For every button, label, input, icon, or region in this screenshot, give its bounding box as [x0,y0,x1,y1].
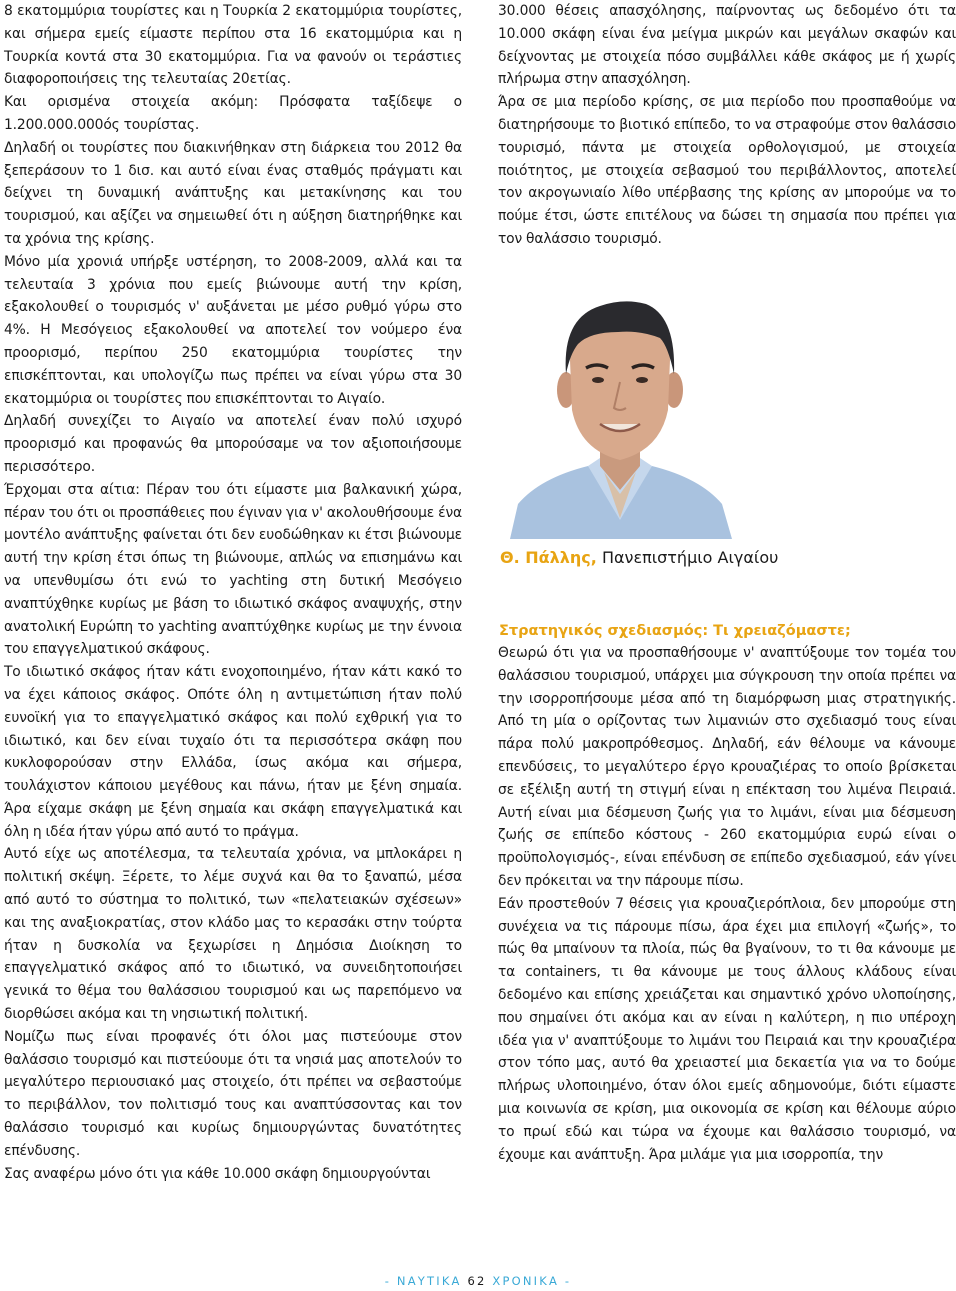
paragraph: Έρχομαι στα αίτια: Πέραν του ότι είμαστε μια βαλκανική χώρα, πέραν του ότι οι προσπάθειες που έγιναν για ν' ακολουθήσουμε ένα μοντέλο ανάπτυξης φαίνεται ότι δεν ευοδώθηκαν κι έτσι βιώνουμε αυτή την κρίση έτσι όπως τη βιώνουμε, απλώς να επισημάνω και να υπενθυμίσω ότι ενώ το yachting στη δυτική Μεσόγειο αναπτύχθηκε κυρίως με βάση το ιδιωτικό σκάφος αναψυχής, στην ανατολική Ευρώπη το yachting αναπτύχθηκε κυρίως με την έννοια του επαγγελματικού σκάφους. [4,481,462,658]
portrait-photo [500,282,740,539]
footer-right-text: ΧΡΟΝΙΚΑ - [492,1274,572,1288]
right-column-lower [498,642,956,1166]
caption-name: Θ. Πάλλης, [500,548,597,567]
caption-affiliation: Πανεπιστήμιο Αιγαίου [601,548,779,567]
left-column [4,0,462,1185]
page-footer [0,1274,956,1288]
paragraph: Δηλαδή οι τουρίστες που διακινήθηκαν στη διάρκεια του 2012 θα ξεπεράσουν το 1 δισ. και αυτό είναι ένας σταθμός πράγματι και δείχνει τη δυναμική ανάπτυξης και μετακίνησης και του τουρισμού, και αξίζει να σημειωθεί ότι η αύξηση διατηρήθηκε και τα χρόνια της κρίσης. [4,139,462,247]
paragraph: Θεωρώ ότι για να προσπαθήσουμε ν' αναπτύξουμε τον τομέα του θαλάσσιου τουρισμού, υπάρχει μια σύγκρουση την οποία πρέπει να την ισορροπήσουμε μέσα από τη διαμόρφωση μιας στρατηγικής. Από τη μία ο ορίζοντας των λιμανιών στο σχεδιασμό τους είναι πάρα πολύ μακροπρόθεσμος. Δηλαδή, εάν θέλουμε να κάνουμε επενδύσεις, το μεγαλύτερο έργο κρουαζιέρας το οποίο βρίσκεται σε εξέλιξη αυτή τη στιγμή είναι η επέκταση του λιμένα Πειραιά. Αυτή είναι μια δέσμευση ζωής για το λιμάνι, είναι μια δέσμευση ζωής σε επίπεδο κόστους - 260 εκατομμύρια ευρώ είναι ο προϋπολογισμός-, είναι επένδυση σε επίπεδο σχεδιασμού, εάν γίνει δεν πρόκειται να την πάρουμε πίσω. [498,645,956,889]
photo-caption [500,546,778,570]
paragraph: Εάν προστεθούν 7 θέσεις για κρουαζιερόπλοια, δεν μπορούμε στη συνέχεια να τις πάρουμε πίσω, άρα έχει μια επιλογή «ζωής», το πώς θα μπαίνουν τα πλοία, πώς θα βγαίνουν, το τι θα κάνουμε με τα containers, τι θα κάνουμε με τους άλλους κλάδους είναι δεδομένο και επίσης χρειάζεται και σημαντικό χρόνο υλοποίησης, που σημαίνει ότι ακόμα και αν είναι η καλύτερη, η πιο υπέροχη ιδέα για ν' αναπτύξουμε το λιμάνι του Πειραιά και την κρουαζιέρα στον τόπο μας, αυτό θα χρειαστεί μια δεκαετία για να το δούμε πλήρως υλοποιημένο, όταν όλοι εμείς αδημονούμε, διότι είμαστε μια κοινωνία σε κρίση, μια οικονομία σε κρίση και θέλουμε αύριο το πρωί εδώ και τώρα να έχουμε και θαλάσσιο τουρισμό, να έχουμε και ανάπτυξη. Άρα μιλάμε για μια ισορροπία, την [498,895,956,1163]
right-column-top [498,0,956,251]
paragraph: Σας αναφέρω μόνο ότι για κάθε 10.000 σκάφη δημιουργούνται [4,1165,431,1182]
page-number: 62 [467,1274,487,1288]
paragraph: 8 εκατομμύρια τουρίστες και η Τουρκία 2 εκατομμύρια τουρίστες, και σήμερα εμείς είμαστε περίπου στα 16 εκατομμύρια και η Τουρκία κοντά στα 30 εκατομμύρια. Για να φανούν οι τεράστιες διαφοροποιήσεις της τελευταίας 20ετίας. [4,3,462,88]
paragraph: Αυτό είχε ως αποτέλεσμα, τα τελευταία χρόνια, να μπλοκάρει η πολιτική σκέψη. Ξέρετε, το λέμε συχνά και θα το ξαναπώ, μέσα από αυτό το σύστημα το πολιτικό, των «πελατειακών σχέσεων» και της αναξιοκρατίας, στον κλάδο μας το κερασάκι στην τούρτα ήταν η δυσκολία να ξεχωρίσει η Δημόσια Διοίκηση το επαγγελματικό σκάφος από το ιδιωτικό, να συνειδητοποιήσει γενικά το θέμα του θαλάσσιου τουρισμού και ως παρεπόμενο να διορθώσει ακόμα και τη νησιωτική πολιτική. [4,846,462,1023]
footer-left-text: - ΝΑΥΤΙΚΑ [384,1274,462,1288]
paragraph: Το ιδιωτικό σκάφος ήταν κάτι ενοχοποιημένο, ήταν κάτι κακό το να έχει κάποιος σκάφος. Οπότε όλη η αντιμετώπιση ήταν πολύ ευνοϊκή για το επαγγελματικό σκάφος και πολύ εχθρική για το ιδιωτικό, και δεν είναι τυχαίο ότι τα περισσότερα σκάφη που κυκλοφορούσαν στην Ελλάδα, ίσως ακόμα και σήμερα, τουλάχιστον κάποιου μεγέθους και πάνω, ήταν με ξένη σημαία. Άρα είχαμε σκάφη με ξένη σημαία και σκάφη επαγγελματικά και όλη η ιδέα ήταν γύρω από αυτό το πράγμα. [4,664,462,840]
paragraph: Άρα σε μια περίοδο κρίσης, σε μια περίοδο που προσπαθούμε να διατηρήσουμε το βιοτικό επίπεδο, το να στραφούμε στον θαλάσσιο τουρισμό, πάντα με στοιχεία ορθολογισμού, με στοιχεία ποιότητος, με στοιχεία σεβασμού του περιβάλλοντος, αποτελεί τον ακρογωνιαίο λίθο υπέρβασης της κρίσης αν μπορούμε να το πούμε έτσι, ώστε επιτέλους να δώσει τη σημασία που πρέπει για τον θαλάσσιο τουρισμό. [498,94,956,247]
paragraph: Νομίζω πως είναι προφανές ότι όλοι μας πιστεύουμε στον θαλάσσιο τουρισμό και πιστεύουμε ότι τα νησιά μας αποτελούν το μεγαλύτερο περιουσιακό μας στοιχείο, ότι πρέπει να σεβαστούμε το περιβάλλον, τον πολιτισμό τους και αναπτύσσοντας και τον θαλάσσιο τουρισμό και κυρίως δημιουργώντας δυνατότητες επένδυσης. [4,1028,462,1159]
paragraph: Και ορισμένα στοιχεία ακόμη: Πρόσφατα ταξίδεψε ο 1.200.000.000ός τουρίστας. [4,94,462,133]
portrait-icon [500,282,740,539]
paragraph: 30.000 θέσεις απασχόλησης, παίρνοντας ως δεδομένο ότι τα 10.000 σκάφη είναι ένα μείγμα μικρών και μεγάλων σκαφών και δείχνοντας με στοιχεία πόσο συμβάλλει κάθε σκάφος με ή χωρίς πλήρωμα στην απασχόληση. [498,3,956,88]
paragraph: Μόνο μία χρονιά υπήρξε υστέρηση, το 2008-2009, αλλά και τα τελευταία 3 χρόνια που εμείς βιώνουμε αυτή την κρίση, εξακολουθεί ο τουρισμός ν' αυξάνεται με μέσο ρυθμό γύρω στο 4%. Η Μεσόγειος εξακολουθεί να αποτελεί τον νούμερο ένα προορισμό, περίπου 250 εκατομμύρια τουρίστες την επισκέπτονται, και υπολογίζω πως πρέπει να είναι γύρω στα 30 εκατομμύρια οι τουρίστες που επισκέπτονται το Αιγαίο. [4,253,462,407]
paragraph: Δηλαδή συνεχίζει το Αιγαίο να αποτελεί έναν πολύ ισχυρό προορισμό και προφανώς θα μπορούσαμε να τον αξιοποιήσουμε περισσότερο. [4,413,462,475]
section-heading: Στρατηγικός σχεδιασμός: Τι χρειαζόμαστε; [499,623,851,639]
